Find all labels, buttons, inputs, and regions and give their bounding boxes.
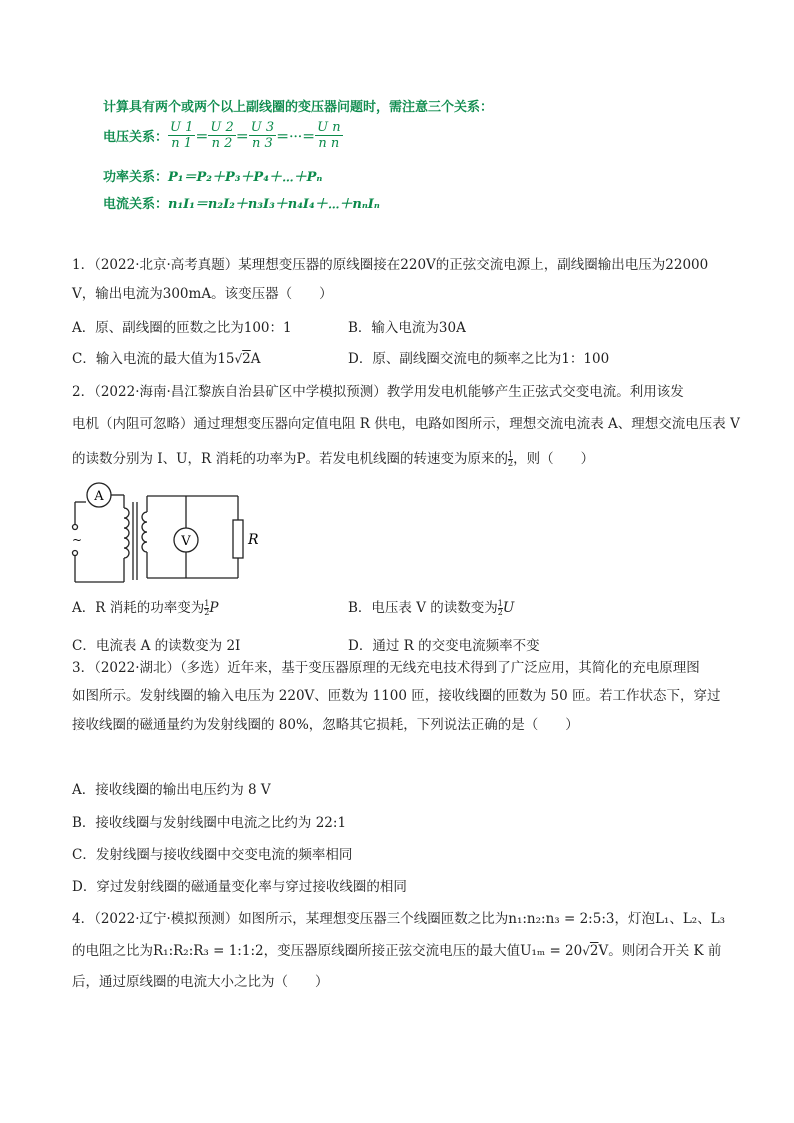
voltmeter-label: V: [181, 534, 191, 549]
q2-option-c: C．电流表 A 的读数变为 2I: [72, 638, 241, 654]
voltage-term-3: $\frac{U 3}{n 3}$: [250, 120, 275, 151]
power-label: 功率关系：: [103, 170, 169, 185]
q1-option-c: C．输入电流的最大值为15√2A: [72, 351, 261, 367]
q3-option-c: C．发射线圈与接收线圈中交变电流的频率相同: [72, 847, 353, 863]
ammeter-label: A: [94, 489, 104, 504]
q2-line3: 的读数分别为 I、U，R 消耗的功率为P。若发电机线圈的转速变为原来的 $\frac{1}{2}$ ，则（ ）: [72, 450, 595, 468]
q2-option-b: B．电压表 V 的读数变为 $\frac{1}{2}$ U: [348, 599, 515, 617]
q3-option-d: D．穿过发射线圈的磁通量变化率与穿过接收线圈的相同: [72, 879, 407, 895]
ac-source-label: ~: [72, 533, 83, 547]
q4-line3: 后，通过原线圈的电流大小之比为（ ）: [72, 974, 329, 990]
q1-option-b: B．输入电流为30A: [348, 320, 466, 336]
q2-option-d: D．通过 R 的交变电流频率不变: [348, 638, 540, 654]
secondary-coil: [142, 512, 147, 552]
q2-option-a: A．R 消耗的功率变为 $\frac{1}{2}$ P: [72, 599, 219, 617]
voltage-relation: 电压关系： $\frac{U 1}{n 1}$ ＝ $\frac{U 2}{n 2}$ ＝ $\frac{U 3}{n 3}$ ＝⋯＝ $\frac{\text{U n}}{\text{n n}}$: [103, 120, 341, 151]
power-formula: P₁＝P₂＋P₃＋P₄＋⋯＋Pₙ: [168, 170, 323, 185]
q3-line1: 3．（2022·湖北）（多选）近年来，基于变压器原理的无线充电技术得到了广泛应用，其简化的充电原理图: [72, 660, 700, 676]
tips-intro: 计算具有两个或两个以上副线圈的变压器问题时，需注意三个关系：: [103, 100, 494, 115]
power-relation: [103, 166, 322, 185]
q1-option-d: D．原、副线圈交流电的频率之比为1：100: [348, 351, 610, 367]
current-formula: n₁I₁＝n₂I₂＋n₃I₃＋n₄I₄＋⋯＋nₙIₙ: [168, 197, 380, 212]
q4-line1: 4．（2022·辽宁·模拟预测）如图所示，某理想变压器三个线圈匝数之比为n₁:n₂:n₃ = 2:5:3，灯泡L₁、L₂、L₃: [72, 911, 726, 927]
q2-line2: 电机（内阻可忽略）通过理想变压器向定值电阻 R 供电，电路如图所示，理想交流电流表 A、理想交流电压表 V: [72, 416, 740, 432]
resistor-label: R: [248, 532, 259, 548]
q4-line2: 的电阻之比为R₁:R₂:R₃ = 1:1:2，变压器原线圈所接正弦交流电压的最大值U₁ₘ = 20√2V。则闭合开关 K 前: [72, 943, 722, 959]
circuit-diagram: [62, 480, 262, 590]
q1-line1: 1．（2022·北京·高考真题）某理想变压器的原线圈接在220V的正弦交流电源上，副线圈输出电压为22000: [72, 257, 709, 273]
primary-coil: [124, 508, 129, 558]
voltage-term-n: $\frac{\text{U n}}{\text{n n}}$: [317, 120, 341, 151]
voltage-term-2: $\frac{U 2}{n 2}$: [210, 120, 234, 151]
voltage-label: 电压关系：: [103, 130, 169, 145]
voltage-term-1: $\frac{U 1}{n 1}$: [170, 120, 194, 151]
current-relation: [103, 193, 380, 212]
current-label: 电流关系：: [103, 197, 169, 212]
q1-line2: V，输出电流为300mA。该变压器（ ）: [72, 286, 333, 302]
q2-line1: 2．（2022·海南·昌江黎族自治县矿区中学模拟预测）教学用发电机能够产生正弦式交变电流。利用该发: [72, 384, 684, 400]
q3-line3: 接收线圈的磁通量约为发射线圈的 80%，忽略其它损耗，下列说法正确的是（ ）: [72, 717, 579, 733]
q3-option-a: A．接收线圈的输出电压约为 8 V: [72, 782, 271, 798]
q1-option-a: A．原、副线圈的匝数之比为100：1: [72, 320, 292, 336]
q3-line2: 如图所示。发射线圈的输入电压为 220V、匝数为 1100 匝，接收线圈的匝数为 50 匝。若工作状态下，穿过: [72, 688, 721, 704]
q3-option-b: B．接收线圈与发射线圈中电流之比约为 22:1: [72, 815, 347, 831]
